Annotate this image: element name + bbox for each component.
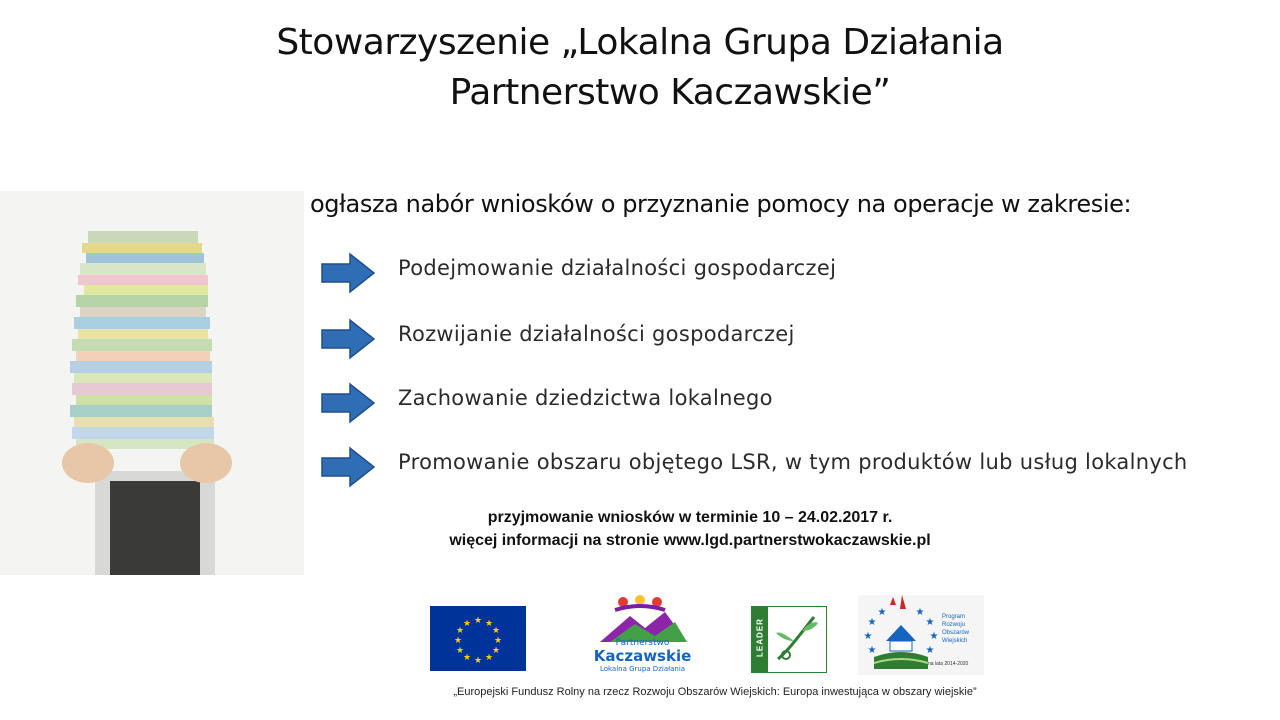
svg-text:★: ★ xyxy=(453,636,463,646)
svg-text:★: ★ xyxy=(462,653,472,663)
svg-text:★: ★ xyxy=(867,645,877,656)
deadline-line: przyjmowanie wniosków w terminie 10 – 24.02.2017 r. xyxy=(487,509,893,526)
svg-text:★: ★ xyxy=(491,626,501,636)
svg-text:★: ★ xyxy=(455,646,465,656)
list-item-label: Rozwijanie działalności gospodarczej xyxy=(398,322,795,346)
svg-text:★: ★ xyxy=(473,656,483,666)
leader-logo xyxy=(751,606,827,673)
right-arrow-icon xyxy=(320,380,376,426)
svg-text:★: ★ xyxy=(455,626,465,636)
prow-logo-years: na lata 2014-2020 xyxy=(928,661,969,667)
prow-logo-line-2: Rozwoju xyxy=(942,622,966,628)
list-item-label: Zachowanie dziedzictwa lokalnego xyxy=(398,386,773,410)
svg-text:★: ★ xyxy=(493,636,503,646)
svg-text:★: ★ xyxy=(915,607,925,618)
svg-text:★: ★ xyxy=(491,646,501,656)
svg-text:★: ★ xyxy=(867,617,877,628)
lgd-logo xyxy=(585,594,700,676)
svg-text:★: ★ xyxy=(925,645,935,656)
leader-logo-text: LEADER xyxy=(755,618,765,657)
svg-text:★: ★ xyxy=(929,631,939,642)
eu-flag-logo xyxy=(430,606,526,676)
lgd-logo-line-1: Partnerstwo xyxy=(615,638,670,648)
slide-title xyxy=(200,18,1080,118)
intro-text: ogłasza nabór wniosków o przyznanie pomocy na operacje w zakresie: xyxy=(310,190,1132,218)
lgd-logo-line-3: Lokalna Grupa Działania xyxy=(599,665,686,673)
svg-text:★: ★ xyxy=(863,631,873,642)
right-arrow-icon xyxy=(320,250,376,296)
svg-text:★: ★ xyxy=(877,607,887,618)
svg-text:★: ★ xyxy=(484,619,494,629)
prow-logo-line-1: Program xyxy=(942,614,966,620)
deadline-info xyxy=(300,506,1080,552)
paper-stack-photo xyxy=(0,191,304,575)
list-item-label: Podejmowanie działalności gospodarczej xyxy=(398,256,837,280)
list-item-label: Promowanie obszaru objętego LSR, w tym produktów lub usług lokalnych xyxy=(398,450,1188,474)
right-arrow-icon xyxy=(320,316,376,362)
prow-logo-line-4: Wiejskich xyxy=(942,638,968,644)
lgd-logo-line-2: Kaczawskie xyxy=(593,647,692,665)
title-line-1: Stowarzyszenie „Lokalna Grupa Działania xyxy=(276,22,1004,63)
svg-text:★: ★ xyxy=(462,619,472,629)
right-arrow-icon xyxy=(320,444,376,490)
title-line-2: Partnerstwo Kaczawskie” xyxy=(449,72,891,113)
svg-text:★: ★ xyxy=(925,617,935,628)
svg-text:★: ★ xyxy=(484,653,494,663)
website-line: więcej informacji na stronie www.lgd.partnerstwokaczawskie.pl xyxy=(449,532,931,549)
svg-text:★: ★ xyxy=(473,616,483,626)
prow-logo xyxy=(858,595,984,675)
footer-note: „Europejski Fundusz Rolny na rzecz Rozwoju Obszarów Wiejskich: Europa inwestująca w obszary wiejskie” xyxy=(453,686,977,698)
prow-logo-line-3: Obszarów xyxy=(942,630,970,636)
